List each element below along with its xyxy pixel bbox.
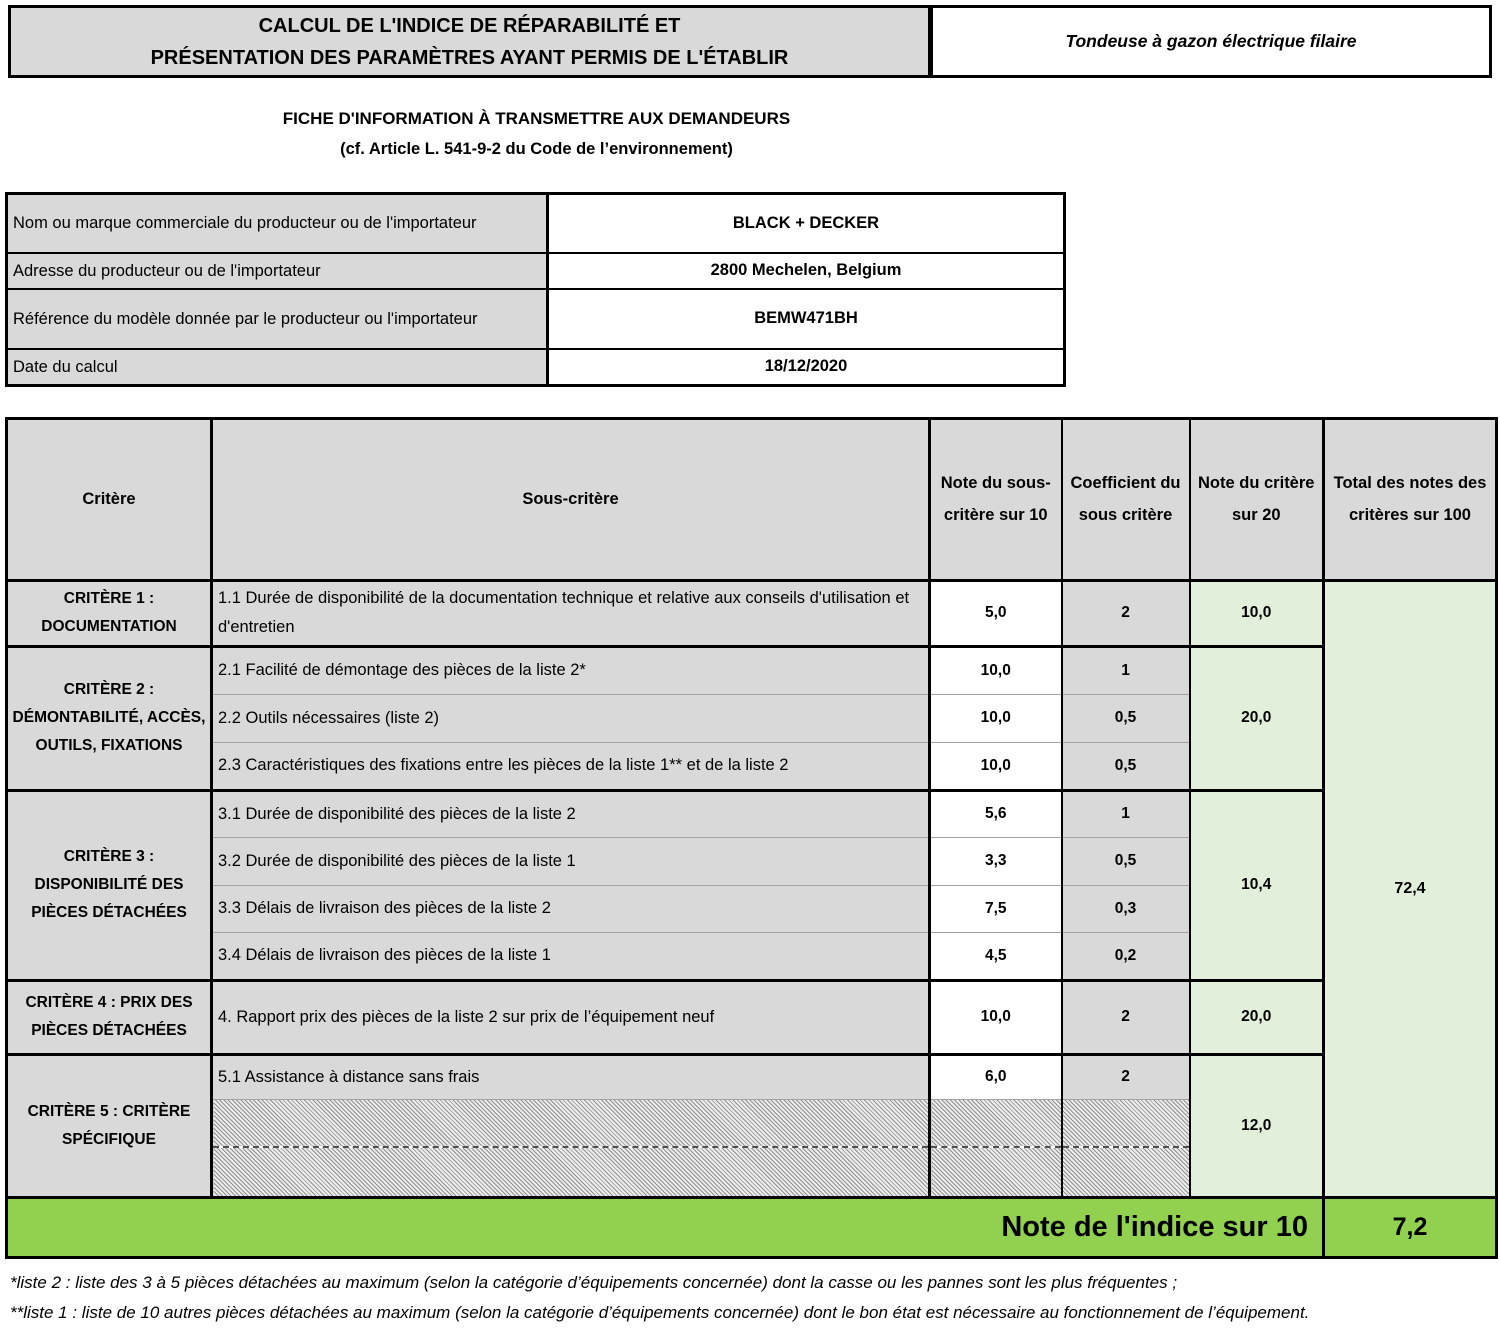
subcriterion-3-1-note: 5,6 (930, 790, 1062, 837)
product-category-box (930, 5, 1492, 78)
column-header-coefficient: Coefficient du sous critère (1062, 418, 1190, 580)
table-row (7, 646, 1497, 694)
subcriterion-3-3-coef: 0,3 (1062, 885, 1190, 932)
criterion-3-note-20: 10,4 (1190, 790, 1324, 980)
producer-info-table (5, 192, 1066, 387)
table-row (7, 980, 1497, 1054)
subcriterion-2-1-note: 10,0 (930, 646, 1062, 694)
subtitle-line1: FICHE D'INFORMATION À TRANSMETTRE AUX DEMANDEURS (282, 109, 791, 128)
producer-address-value: 2800 Mechelen, Belgium (548, 253, 1065, 289)
subtitle (5, 109, 1068, 159)
criterion-3-name: CRITÈRE 3 : DISPONIBILITÉ DES PIÈCES DÉTACHÉES (7, 790, 212, 980)
model-reference-value: BEMW471BH (548, 289, 1065, 349)
subcriterion-4-coef: 2 (1062, 980, 1190, 1054)
document-title-line2: PRÉSENTATION DES PARAMÈTRES AYANT PERMIS DE L'ÉTABLIR (150, 46, 789, 69)
criterion-4-note-20: 20,0 (1190, 980, 1324, 1054)
subcriterion-1-1-label: 1.1 Durée de disponibilité de la documentation technique et relative aux conseils d'utilisation et d'entretien (212, 580, 930, 646)
subcriterion-4-note: 10,0 (930, 980, 1062, 1054)
hatched-empty-cell (930, 1147, 1062, 1197)
footnote-liste-1: **liste 1 : liste de 10 autres pièces détachées au maximum (selon la catégorie d’équipements concernée) dont le bon état est nécessaire au fonctionnement de l’équipement. (10, 1303, 1310, 1323)
subcriterion-2-3-label: 2.3 Caractéristiques des fixations entre les pièces de la liste 1** et de la liste 2 (212, 742, 930, 790)
subcriterion-3-2-coef: 0,5 (1062, 837, 1190, 885)
model-reference-label: Référence du modèle donnée par le producteur ou l'importateur (7, 289, 548, 349)
subcriterion-3-2-label: 3.2 Durée de disponibilité des pièces de la liste 1 (212, 837, 930, 885)
criterion-5-note-20: 12,0 (1190, 1054, 1324, 1197)
subcriterion-2-1-label: 2.1 Facilité de démontage des pièces de la liste 2* (212, 646, 930, 694)
footnotes (10, 1268, 1486, 1329)
table-row (7, 289, 1065, 349)
subcriterion-5-1-note: 6,0 (930, 1054, 1062, 1099)
subcriterion-1-1-coef: 2 (1062, 580, 1190, 646)
table-row (7, 253, 1065, 289)
index-score-value: 7,2 (1324, 1197, 1497, 1257)
subcriterion-2-2-label: 2.2 Outils nécessaires (liste 2) (212, 694, 930, 742)
document-title-line1: CALCUL DE L'INDICE DE RÉPARABILITÉ ET (258, 14, 681, 37)
index-score-row (7, 1197, 1497, 1257)
subcriterion-2-3-coef: 0,5 (1062, 742, 1190, 790)
table-row (7, 1054, 1497, 1099)
subcriterion-3-4-label: 3.4 Délais de livraison des pièces de la liste 1 (212, 932, 930, 980)
subcriterion-2-1-coef: 1 (1062, 646, 1190, 694)
column-header-critere: Critère (7, 418, 212, 580)
subcriterion-2-3-note: 10,0 (930, 742, 1062, 790)
subcriterion-5-1-coef: 2 (1062, 1054, 1190, 1099)
criterion-2-note-20: 20,0 (1190, 646, 1324, 790)
criterion-4-name: CRITÈRE 4 : PRIX DES PIÈCES DÉTACHÉES (7, 980, 212, 1054)
criterion-1-name: CRITÈRE 1 : DOCUMENTATION (7, 580, 212, 646)
criterion-1-note-20: 10,0 (1190, 580, 1324, 646)
producer-address-label: Adresse du producteur ou de l'importateur (7, 253, 548, 289)
subcriterion-4-label: 4. Rapport prix des pièces de la liste 2 sur prix de l’équipement neuf (212, 980, 930, 1054)
producer-name-value: BLACK + DECKER (548, 194, 1065, 253)
hatched-empty-cell (930, 1099, 1062, 1147)
subcriterion-5-1-label: 5.1 Assistance à distance sans frais (212, 1054, 930, 1099)
subcriterion-1-1-note: 5,0 (930, 580, 1062, 646)
hatched-empty-cell (212, 1147, 930, 1197)
hatched-empty-cell (212, 1099, 930, 1147)
document-title-box (8, 5, 931, 78)
footnote-liste-2: *liste 2 : liste des 3 à 5 pièces détachées au maximum (selon la catégorie d’équipements concernée) dont la casse ou les pannes sont les plus fréquentes ; (10, 1272, 1178, 1292)
subcriterion-3-3-note: 7,5 (930, 885, 1062, 932)
table-row (7, 580, 1497, 646)
hatched-empty-cell (1062, 1099, 1190, 1147)
calc-date-value: 18/12/2020 (548, 349, 1065, 386)
product-category-label: Tondeuse à gazon électrique filaire (1065, 31, 1357, 51)
table-row (7, 790, 1497, 837)
hatched-empty-cell (1062, 1147, 1190, 1197)
subcriterion-3-4-note: 4,5 (930, 932, 1062, 980)
total-notes-100: 72,4 (1324, 580, 1497, 1197)
criteria-table (5, 417, 1498, 1259)
criterion-2-name: CRITÈRE 2 : DÉMONTABILITÉ, ACCÈS, OUTILS, FIXATIONS (7, 646, 212, 790)
document-header (8, 5, 1492, 78)
subcriterion-3-3-label: 3.3 Délais de livraison des pièces de la liste 2 (212, 885, 930, 932)
subcriterion-3-1-coef: 1 (1062, 790, 1190, 837)
column-header-note-sous: Note du sous-critère sur 10 (930, 418, 1062, 580)
criterion-5-name: CRITÈRE 5 : CRITÈRE SPÉCIFIQUE (7, 1054, 212, 1197)
subcriterion-2-2-coef: 0,5 (1062, 694, 1190, 742)
criteria-table-header-row (7, 418, 1497, 580)
calc-date-label: Date du calcul (7, 349, 548, 386)
subcriterion-3-1-label: 3.1 Durée de disponibilité des pièces de la liste 2 (212, 790, 930, 837)
index-score-label: Note de l'indice sur 10 (7, 1197, 1324, 1257)
subcriterion-2-2-note: 10,0 (930, 694, 1062, 742)
column-header-total: Total des notes des critères sur 100 (1324, 418, 1497, 580)
column-header-note-critere: Note du critère sur 20 (1190, 418, 1324, 580)
table-row (7, 194, 1065, 253)
subcriterion-3-4-coef: 0,2 (1062, 932, 1190, 980)
subcriterion-3-2-note: 3,3 (930, 837, 1062, 885)
subtitle-line2: (cf. Article L. 541-9-2 du Code de l’environnement) (340, 140, 733, 158)
column-header-sous-critere: Sous-critère (212, 418, 930, 580)
producer-name-label: Nom ou marque commerciale du producteur ou de l'importateur (7, 194, 548, 253)
table-row (7, 349, 1065, 386)
